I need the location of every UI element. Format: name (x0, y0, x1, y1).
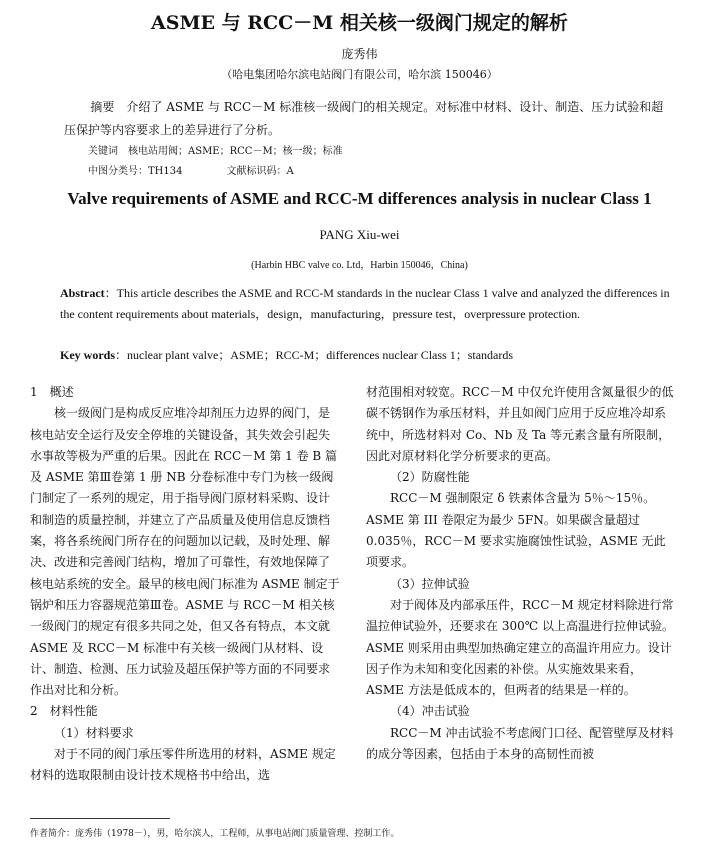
keywords-en (60, 346, 513, 363)
left-para: 1 概述 (30, 385, 74, 399)
keywords-en-text: ：nuclear plant valve；ASME；RCC-M；differences nuclear Class 1；standards (115, 348, 514, 362)
footnote-divider (30, 818, 170, 819)
class-number: 中图分类号：TH134 (88, 166, 183, 177)
left-para: 对于不同的阀门承压零件所选用的材料，ASME 规定材料的选取限制由设计技术规格书中给出，选 (30, 747, 336, 783)
left-para: （1）材料要求 (54, 725, 134, 740)
right-para: 材范围相对较宽。RCC－M 中仅允许使用含氮量很少的低碳不锈钢作为承压材料，并且如阀门应用于反应堆冷却系统中，所选材料对 Co、Nb 及 Ta 等元素含量有所限制，因此对原材料化学分析要求的更高。 (366, 385, 674, 463)
left-para: 核一级阀门是构成反应堆冷却剂压力边界的阀门，是核电站安全运行及安全停堆的关键设备，其失效会引起失水事故等极为严重的后果。因此在 RCC－M 第 1 卷 B 篇及 ASME 第Ⅲ卷第 1 册 NB 分卷标准中专门为核一级阀门制定了一系列的规定，用于指导阀门原材料采购、设计和制造的质量控制，并建立了产品质量及使用信息反馈档案，将各系统阀门所存在的问题加以记载，及时处理、解决、改进和完善阀门结构，增加了可靠性，有效地保障了核电站系统的安全。最早的核电阀门标准为 ASME 制定于锅炉和压力容器规范第Ⅲ卷。ASME 与 RCC－M 相关核一级阀门的规定有很多共同之处，但又各有特点，本文就 ASME 及 RCC－M 标准中有关核一级阀门从材料、设计、制造、检测、压力试验及超压保护等方面的不同要求作出对比和分析。 (30, 406, 340, 698)
classification-line (88, 162, 294, 177)
right-para: （2）防腐性能 (390, 470, 470, 485)
document-code: 文献标识码：A (226, 166, 294, 177)
author-footnote: 作者简介：庞秀伟（1978－），男，哈尔滨人，工程师，从事电站阀门质量管理、控制工作。 (30, 829, 400, 839)
body-column-right (366, 382, 676, 765)
right-para: （3）拉伸试验 (390, 576, 470, 591)
right-para: RCC－M 冲击试验不考虑阀门口径、配管壁厚及材料的成分等因素，包括由于本身的高韧性而被 (366, 725, 674, 762)
abstract-label: Abstract (60, 286, 105, 300)
abstract-en-text: ：This article describes the ASME and RCC-M standards in the nuclear Class 1 valve and analyzed the differences in the content requirements about materials，design，manufacturing，pressure test，overpressure protection. (60, 286, 670, 321)
abstract-cn: 摘要 介绍了 ASME 与 RCC－M 标准核一级阀门的相关规定。对标准中材料、设计、制造、压力试验和超压保护等内容要求上的差异进行了分析。 (64, 100, 664, 137)
right-para: RCC－M 强制限定 δ 铁素体含量为 5％～15％。ASME 第 III 卷限定为最少 5FN。如果碳含量超过 0.035％，RCC－M 要求实施腐蚀性试验，ASME 无此项要求。 (366, 491, 666, 570)
right-para: 对于阀体及内部承压件，RCC－M 规定材料除进行常温拉伸试验外，还要求在 300℃ 以上高温进行拉伸试验。ASME 则采用由典型加热确定建立的高温许用应力。设计因子作为未知和变化因素的补偿。从实施效果来看，ASME 方法是低成本的，但两者的结果是一样的。 (366, 597, 674, 698)
right-para: （4）冲击试验 (390, 704, 470, 719)
left-para: 2 材料性能 (30, 704, 98, 719)
body-column-left (30, 382, 340, 787)
paper-title-cn: ASME 与 RCC－M 相关核一级阀门规定的解析 (151, 12, 568, 34)
author-name-cn: 庞秀伟 (341, 47, 378, 61)
affiliation-en: (Harbin HBC valve co. Ltd，Harbin 150046，China) (251, 260, 468, 271)
abstract-en (60, 283, 670, 325)
keywords-label: Key words (60, 348, 115, 362)
affiliation-cn: （哈电集团哈尔滨电站阀门有限公司，哈尔滨 150046） (221, 68, 498, 81)
paper-title-en: Valve requirements of ASME and RCC-M differences analysis in nuclear Class 1 (67, 189, 652, 208)
author-name-en: PANG Xiu-wei (319, 227, 400, 242)
keywords-cn: 关键词 核电站用阀；ASME；RCC－M；核一级；标准 (88, 146, 343, 157)
